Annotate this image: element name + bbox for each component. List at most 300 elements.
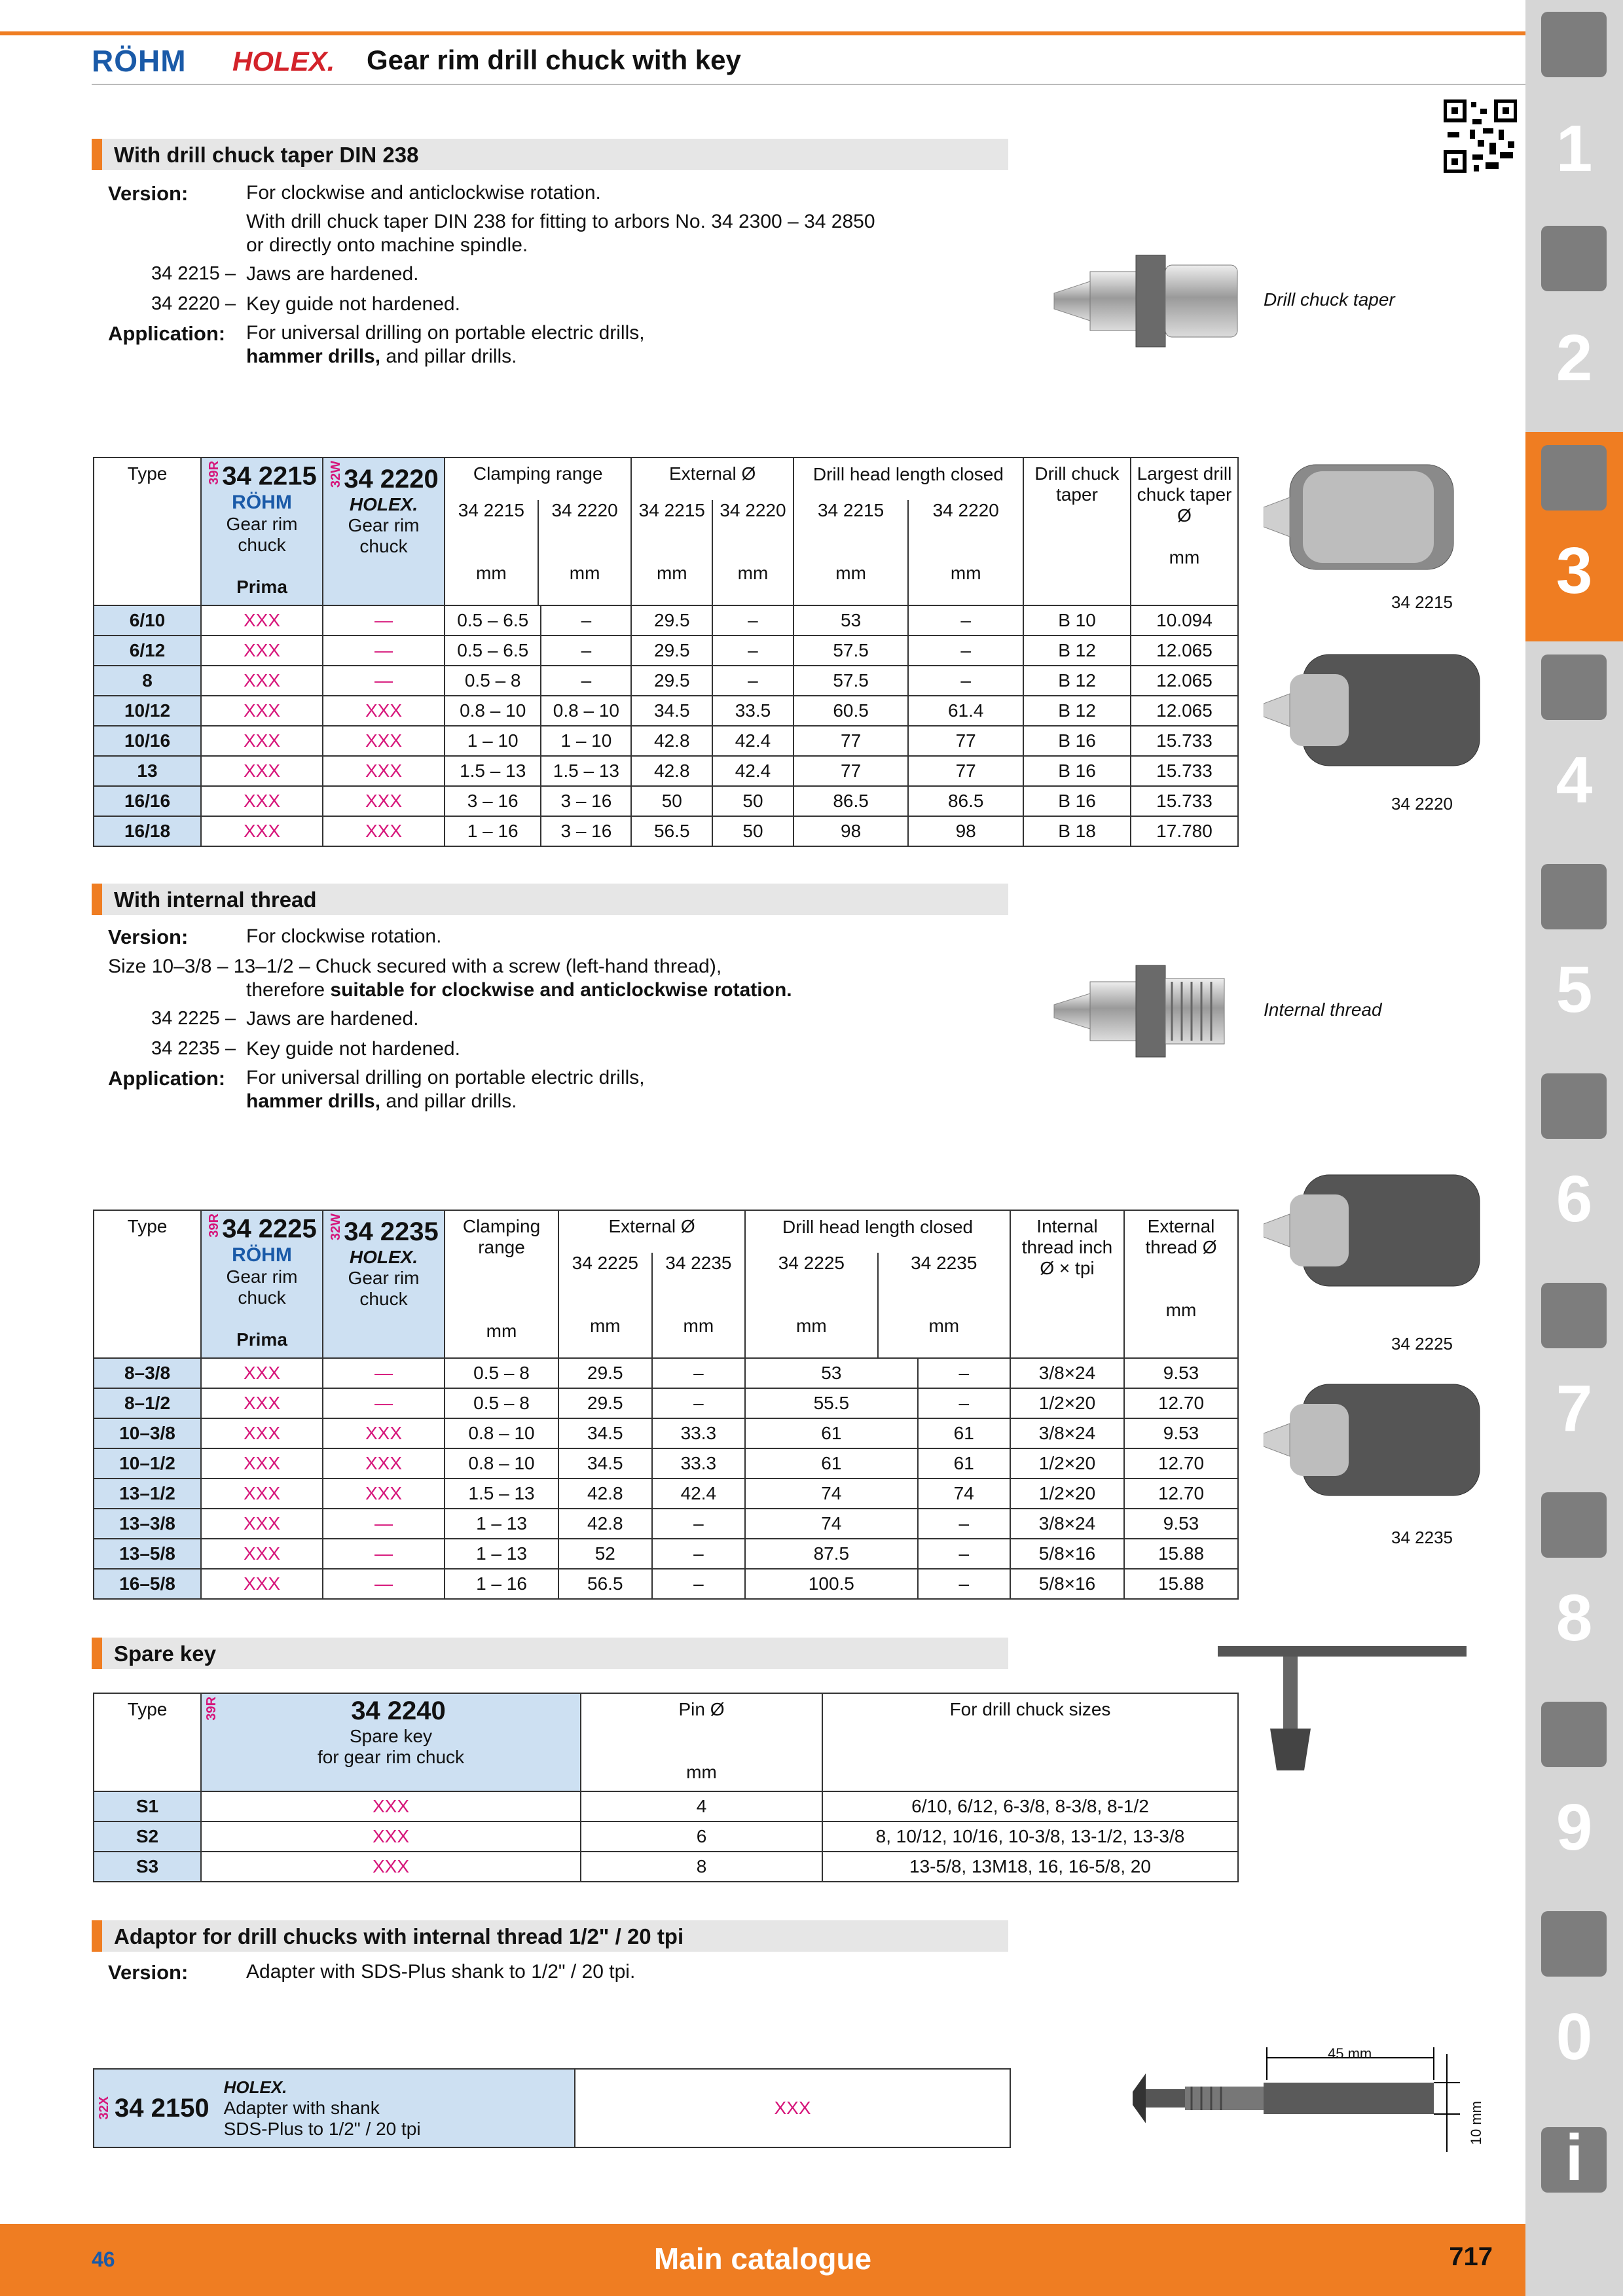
availability-cell[interactable]: XXX: [201, 1358, 323, 1388]
chapter-9[interactable]: 9: [1556, 1791, 1593, 1864]
section-title: With drill chuck taper DIN 238: [114, 143, 419, 167]
table-spare-key: [93, 1693, 1239, 1882]
holex-logo: HOLEX.: [349, 494, 418, 515]
table-cell: 29.5: [558, 1358, 652, 1388]
table-cell: 60.5: [793, 696, 909, 726]
product-note: Prima: [236, 1329, 287, 1350]
chapter-5[interactable]: 5: [1556, 953, 1593, 1026]
table-cell: 77: [908, 726, 1023, 756]
table-cell: –: [541, 605, 631, 636]
table-cell: 57.5: [793, 666, 909, 696]
table-cell: –: [908, 666, 1023, 696]
table-row: [94, 696, 1238, 726]
table-cell: 29.5: [631, 666, 712, 696]
table-row: [94, 1539, 1238, 1569]
product-col-rohm[interactable]: [201, 1210, 323, 1358]
chapter-sidebar: [1525, 0, 1623, 2296]
chapter-2[interactable]: 2: [1556, 321, 1593, 395]
product-col-holex[interactable]: [323, 457, 445, 605]
type-header: Type: [94, 1210, 201, 1358]
safety-icon[interactable]: [1541, 1911, 1607, 1977]
availability-cell[interactable]: —: [323, 636, 445, 666]
pliers-icon[interactable]: [1541, 1283, 1607, 1348]
table-cell: 0.5 – 6.5: [445, 636, 541, 666]
adaptor-value: XXX: [575, 2069, 1010, 2147]
product-col-rohm[interactable]: [201, 457, 323, 605]
table-row: [94, 1448, 1238, 1479]
availability-cell[interactable]: XXX: [201, 696, 323, 726]
image-label: 34 2220: [1391, 794, 1453, 814]
section-marker: [92, 1638, 102, 1669]
version-line: For clockwise and anticlockwise rotation.: [246, 182, 601, 204]
unit-label: mm: [928, 1316, 960, 1336]
product-desc: Gear rim chuck: [226, 1266, 298, 1308]
availability-cell[interactable]: XXX: [201, 1509, 323, 1539]
table-cell: –: [712, 666, 793, 696]
sub-label: 34 2215: [638, 500, 705, 520]
sub-label: 34 2215: [458, 500, 524, 520]
table-cell: 3 – 16: [445, 786, 541, 816]
table-cell: 6/10, 6/12, 6-3/8, 8-3/8, 8-1/2: [822, 1791, 1238, 1821]
table-row: [94, 1418, 1238, 1448]
note-text: Key guide not hardened.: [246, 293, 460, 315]
table-cell: –: [918, 1569, 1010, 1599]
spare-key-image: [1218, 1633, 1467, 1797]
internal-thread-header: Internal thread inch Ø × tpi: [1010, 1210, 1124, 1358]
section-title: Adaptor for drill chucks with internal thread 1/2" / 20 tpi: [114, 1924, 684, 1948]
external-header: [631, 457, 793, 605]
table-cell: 77: [793, 726, 909, 756]
article-no: 34 2150: [115, 2093, 210, 2123]
application-line: [246, 346, 517, 368]
chapter-4[interactable]: 4: [1556, 744, 1593, 817]
note-text: Jaws are hardened.: [246, 263, 419, 285]
table-cell: 61: [918, 1448, 1010, 1479]
table-cell: 12.065: [1131, 636, 1238, 666]
table-cell: 0.8 – 10: [541, 696, 631, 726]
unit-label: mm: [656, 563, 687, 583]
product-col-holex[interactable]: [323, 1210, 445, 1358]
table-adaptor: [93, 2068, 1011, 2148]
group-tag: 39R: [207, 1213, 222, 1238]
availability-cell[interactable]: XXX: [323, 756, 445, 786]
version-line: For clockwise rotation.: [246, 925, 442, 947]
table-cell: 61: [745, 1448, 917, 1479]
table-cell: 33.3: [652, 1448, 746, 1479]
row-size: 6/12: [94, 636, 201, 666]
availability-cell[interactable]: XXX: [323, 786, 445, 816]
table-cell: 53: [745, 1358, 917, 1388]
drill-head-label: Drill head length closed: [782, 1217, 974, 1237]
product-desc: Spare key: [349, 1726, 433, 1746]
table-cell: 74: [918, 1479, 1010, 1509]
availability-cell[interactable]: XXX: [201, 786, 323, 816]
chapter-info[interactable]: i: [1565, 2121, 1584, 2195]
section-bar-spare-key: [92, 1638, 1008, 1669]
table-cell: 0.5 – 6.5: [445, 605, 541, 636]
table-cell: –: [918, 1539, 1010, 1569]
table-cell: 3 – 16: [541, 816, 631, 846]
largest-header: [1131, 457, 1238, 605]
image-caption: Drill chuck taper: [1264, 289, 1395, 310]
table-row: [94, 1509, 1238, 1539]
pin-header: [581, 1693, 822, 1791]
table-cell: 29.5: [631, 636, 712, 666]
table-cell: 1 – 10: [445, 726, 541, 756]
table-cell: B 16: [1023, 756, 1131, 786]
availability-cell[interactable]: XXX: [201, 726, 323, 756]
pin-label: Pin Ø: [678, 1699, 725, 1719]
insert-icon[interactable]: [1541, 226, 1607, 291]
availability-cell[interactable]: XXX: [201, 1448, 323, 1479]
cabinet-icon[interactable]: [1541, 1702, 1607, 1767]
sizes-header: For drill chuck sizes: [822, 1693, 1238, 1791]
table-cell: –: [712, 605, 793, 636]
availability-cell[interactable]: XXX: [201, 1388, 323, 1418]
chuck-icon[interactable]: [1541, 445, 1607, 511]
article-no: 34 2220: [344, 465, 439, 494]
table-cell: 9.53: [1124, 1418, 1238, 1448]
wrench-icon[interactable]: [1541, 1073, 1607, 1139]
availability-cell[interactable]: XXX: [201, 756, 323, 786]
chuck-image-342235: [1264, 1368, 1486, 1512]
table-cell: B 10: [1023, 605, 1131, 636]
row-size: 10–1/2: [94, 1448, 201, 1479]
availability-cell[interactable]: XXX: [201, 1791, 581, 1821]
chapter-6[interactable]: 6: [1556, 1162, 1593, 1236]
chapter-8[interactable]: 8: [1556, 1581, 1593, 1655]
page-number-left: 46: [92, 2248, 115, 2271]
row-size: 16/16: [94, 786, 201, 816]
availability-cell[interactable]: —: [323, 1569, 445, 1599]
availability-cell[interactable]: —: [323, 1539, 445, 1569]
application-bold: hammer drills,: [246, 1090, 381, 1112]
chapter-0[interactable]: 0: [1556, 2000, 1593, 2073]
table-cell: 3/8×24: [1010, 1418, 1124, 1448]
table-cell: 9.53: [1124, 1509, 1238, 1539]
application-label: Application:: [108, 1067, 226, 1090]
rohm-logo: RÖHM: [92, 44, 187, 78]
table-cell: –: [918, 1509, 1010, 1539]
availability-cell[interactable]: XXX: [201, 1479, 323, 1509]
table-row: [94, 786, 1238, 816]
table-cell: 57.5: [793, 636, 909, 666]
table-cell: 42.8: [558, 1479, 652, 1509]
external-thread-header: [1124, 1210, 1238, 1358]
table-cell: 15.733: [1131, 726, 1238, 756]
row-size: S2: [94, 1821, 201, 1852]
type-header: Type: [94, 457, 201, 605]
qr-code-icon[interactable]: [1444, 99, 1517, 173]
table-cell: B 16: [1023, 786, 1131, 816]
article-no: 34 2235: [344, 1217, 439, 1247]
note-code: 34 2220 –: [151, 293, 236, 314]
section-bar-adaptor: [92, 1920, 1008, 1952]
product-desc: SDS-Plus to 1/2" / 20 tpi: [223, 2119, 421, 2139]
unit-label: mm: [683, 1316, 714, 1336]
table-cell: 15.733: [1131, 786, 1238, 816]
version-label: Version:: [108, 925, 189, 948]
clamping-header: [445, 457, 631, 605]
chapter-7[interactable]: 7: [1556, 1372, 1593, 1445]
holex-logo: HOLEX.: [223, 2077, 287, 2097]
table-cell: 1 – 16: [445, 816, 541, 846]
sub-label: 34 2220: [932, 500, 999, 520]
unit-label: mm: [737, 563, 769, 583]
table-cell: 17.780: [1131, 816, 1238, 846]
row-size: 8: [94, 666, 201, 696]
availability-cell[interactable]: XXX: [323, 696, 445, 726]
product-col-adaptor[interactable]: [94, 2069, 575, 2147]
row-size: 13–5/8: [94, 1539, 201, 1569]
table-cell: 13-5/8, 13M18, 16, 16-5/8, 20: [822, 1852, 1238, 1882]
dimension-diameter: 10 mm: [1468, 2101, 1484, 2145]
availability-cell[interactable]: XXX: [201, 1821, 581, 1852]
largest-label: Largest drill chuck taper Ø: [1137, 463, 1232, 526]
therefore-line: [246, 979, 792, 1001]
table-cell: 50: [712, 786, 793, 816]
unit-label: mm: [569, 563, 600, 583]
table-cell: –: [712, 636, 793, 666]
application-label: Application:: [108, 322, 226, 345]
table-cell: B 16: [1023, 726, 1131, 756]
unit-label: mm: [1165, 1300, 1197, 1320]
product-desc: for gear rim chuck: [317, 1747, 465, 1767]
table-cell: 5/8×16: [1010, 1569, 1124, 1599]
table-row: [94, 756, 1238, 786]
table-cell: 86.5: [908, 786, 1023, 816]
availability-cell[interactable]: XXX: [201, 816, 323, 846]
availability-cell[interactable]: XXX: [201, 666, 323, 696]
version-label: Version:: [108, 1961, 189, 1984]
chapter-1[interactable]: 1: [1556, 112, 1593, 185]
external-label: External Ø: [668, 463, 756, 484]
product-col-key[interactable]: [201, 1693, 581, 1791]
table-cell: 34.5: [631, 696, 712, 726]
saw-disc-icon[interactable]: [1541, 864, 1607, 929]
application-rest: and pillar drills.: [380, 346, 517, 367]
section-marker: [92, 139, 102, 170]
product-desc: Gear rim chuck: [226, 513, 298, 555]
unit-label: mm: [686, 1762, 717, 1782]
availability-cell[interactable]: XXX: [323, 1418, 445, 1448]
application-bold: hammer drills,: [246, 346, 381, 367]
ext-thread-label: External thread Ø: [1145, 1216, 1217, 1257]
top-rule: [0, 31, 1525, 35]
row-size: S3: [94, 1852, 201, 1882]
note-code: 34 2225 –: [151, 1008, 236, 1029]
row-size: 10/16: [94, 726, 201, 756]
table-cell: 56.5: [558, 1569, 652, 1599]
row-size: 13: [94, 756, 201, 786]
page-number-right: 717: [1449, 2242, 1493, 2271]
sub-label: 34 2225: [572, 1253, 638, 1273]
row-size: 8–1/2: [94, 1388, 201, 1418]
table-cell: 34.5: [558, 1418, 652, 1448]
unit-label: mm: [950, 563, 981, 583]
table-cell: –: [908, 605, 1023, 636]
availability-cell[interactable]: —: [323, 1509, 445, 1539]
image-label: 34 2225: [1391, 1334, 1453, 1354]
table-cell: 61: [745, 1418, 917, 1448]
table-cell: 15.88: [1124, 1569, 1238, 1599]
header-divider: [92, 84, 1525, 85]
table-cell: 12.70: [1124, 1388, 1238, 1418]
availability-cell[interactable]: —: [323, 1358, 445, 1388]
availability-cell[interactable]: XXX: [323, 816, 445, 846]
application-rest: and pillar drills.: [380, 1090, 517, 1112]
table-body: [94, 1791, 1238, 1882]
table-cell: 42.8: [631, 756, 712, 786]
row-size: 13–3/8: [94, 1509, 201, 1539]
table-cell: 42.4: [712, 726, 793, 756]
table-cell: 0.8 – 10: [445, 696, 541, 726]
sub-label: 34 2220: [720, 500, 786, 520]
article-no: 34 2240: [351, 1696, 446, 1725]
chuck-image-342225: [1264, 1158, 1486, 1302]
table-cell: 1.5 – 13: [445, 756, 541, 786]
note-code: 34 2215 –: [151, 263, 236, 284]
table-cell: 15.733: [1131, 756, 1238, 786]
availability-cell[interactable]: XXX: [323, 1448, 445, 1479]
sub-label: 34 2215: [817, 500, 884, 520]
availability-cell[interactable]: —: [323, 605, 445, 636]
row-size: 10/12: [94, 696, 201, 726]
chapter-3[interactable]: 3: [1556, 534, 1593, 607]
availability-cell[interactable]: XXX: [201, 636, 323, 666]
availability-cell[interactable]: —: [323, 1388, 445, 1418]
table-cell: 87.5: [745, 1539, 917, 1569]
footer: [0, 2224, 1525, 2296]
product-desc: Adapter with shank: [223, 2098, 380, 2118]
size-line: Size 10–3/8 – 13–1/2 – Chuck secured with a screw (left-hand thread),: [108, 956, 722, 977]
rohm-logo: RÖHM: [232, 1244, 292, 1266]
caliper-icon[interactable]: [1541, 655, 1607, 720]
table-cell: 0.5 – 8: [445, 1358, 558, 1388]
note-text: Key guide not hardened.: [246, 1038, 460, 1060]
section-marker: [92, 1920, 102, 1952]
drill-bit-icon[interactable]: [1541, 12, 1607, 77]
table-cell: 98: [908, 816, 1023, 846]
row-size: 8–3/8: [94, 1358, 201, 1388]
table-cell: 100.5: [745, 1569, 917, 1599]
table-cell: 1 – 13: [445, 1509, 558, 1539]
table-cell: 77: [908, 756, 1023, 786]
table-cell: 12.70: [1124, 1479, 1238, 1509]
availability-cell[interactable]: XXX: [201, 1418, 323, 1448]
holex-logo: HOLEX.: [232, 46, 335, 77]
table-cell: 1/2×20: [1010, 1479, 1124, 1509]
table-cell: 61.4: [908, 696, 1023, 726]
availability-cell[interactable]: XXX: [323, 726, 445, 756]
image-label: 34 2215: [1391, 592, 1453, 612]
table-cell: 3 – 16: [541, 786, 631, 816]
sub-label: 34 2225: [778, 1253, 845, 1273]
table-cell: 74: [745, 1479, 917, 1509]
table-row: [94, 1821, 1238, 1852]
table-cell: 74: [745, 1509, 917, 1539]
table-cell: 6: [581, 1821, 822, 1852]
table-row: [94, 1388, 1238, 1418]
version-label: Version:: [108, 182, 189, 205]
application-line: [246, 1090, 517, 1113]
availability-cell[interactable]: XXX: [201, 1569, 323, 1599]
chuck-image-342215: [1264, 445, 1486, 589]
table-cell: 15.88: [1124, 1539, 1238, 1569]
table-cell: –: [908, 636, 1023, 666]
table-cell: 0.5 – 8: [445, 1388, 558, 1418]
table-row: [94, 605, 1238, 636]
table-cell: 61: [918, 1418, 1010, 1448]
table-cell: 42.8: [631, 726, 712, 756]
availability-cell[interactable]: XXX: [201, 1539, 323, 1569]
unit-label: mm: [1169, 547, 1200, 567]
table-cell: 1/2×20: [1010, 1448, 1124, 1479]
drill-head-header: [745, 1210, 1010, 1358]
sub-col: [445, 500, 539, 605]
group-tag: 32W: [329, 1213, 344, 1241]
availability-cell[interactable]: XXX: [323, 1479, 445, 1509]
unit-label: mm: [589, 1316, 621, 1336]
table-cell: 77: [793, 756, 909, 786]
chuck-image-342220: [1264, 638, 1486, 789]
table-cell: 0.8 – 10: [445, 1418, 558, 1448]
table-cell: 5/8×16: [1010, 1539, 1124, 1569]
unit-label: mm: [476, 563, 507, 583]
therefore-text: therefore: [246, 979, 331, 1001]
table-row: [94, 636, 1238, 666]
chuck-taper-image: [1051, 236, 1260, 367]
application-line: For universal drilling on portable electric drills,: [246, 1067, 645, 1088]
availability-cell[interactable]: XXX: [201, 605, 323, 636]
article-no: 34 2215: [222, 461, 317, 491]
drill-head-header: [793, 457, 1023, 605]
table-cell: 12.065: [1131, 696, 1238, 726]
table-cell: 4: [581, 1791, 822, 1821]
section-bar-taper: [92, 139, 1008, 170]
image-label: 34 2235: [1391, 1528, 1453, 1547]
clamping-label: Clamping range: [462, 1216, 541, 1257]
page-title: Gear rim drill chuck with key: [367, 45, 741, 75]
availability-cell[interactable]: —: [323, 666, 445, 696]
table-cell: 1/2×20: [1010, 1388, 1124, 1418]
table-cell: 3/8×24: [1010, 1509, 1124, 1539]
row-size: 6/10: [94, 605, 201, 636]
table-cell: B 18: [1023, 816, 1131, 846]
table-cell: –: [918, 1388, 1010, 1418]
footer-title: Main catalogue: [653, 2242, 872, 2276]
product-desc: Gear rim chuck: [348, 515, 420, 557]
taper-header: Drill chuck taper: [1023, 457, 1131, 605]
table-cell: 53: [793, 605, 909, 636]
group-tag: 39R: [204, 1696, 219, 1721]
table-row: [94, 666, 1238, 696]
row-size: 16–5/8: [94, 1569, 201, 1599]
version-line: With drill chuck taper DIN 238 for fitting to arbors No. 34 2300 – 34 2850: [246, 211, 875, 232]
unit-label: mm: [835, 563, 866, 583]
article-no: 34 2225: [222, 1214, 317, 1244]
table-cell: 42.4: [652, 1479, 746, 1509]
product-desc: Gear rim chuck: [348, 1268, 420, 1310]
clamping-header: [445, 1210, 558, 1358]
product-note: Prima: [236, 576, 287, 597]
table-cell: 50: [631, 786, 712, 816]
availability-cell[interactable]: XXX: [201, 1852, 581, 1882]
row-size: S1: [94, 1791, 201, 1821]
table-row: [94, 1358, 1238, 1388]
toolbox-icon[interactable]: [1541, 1492, 1607, 1558]
row-size: 16/18: [94, 816, 201, 846]
